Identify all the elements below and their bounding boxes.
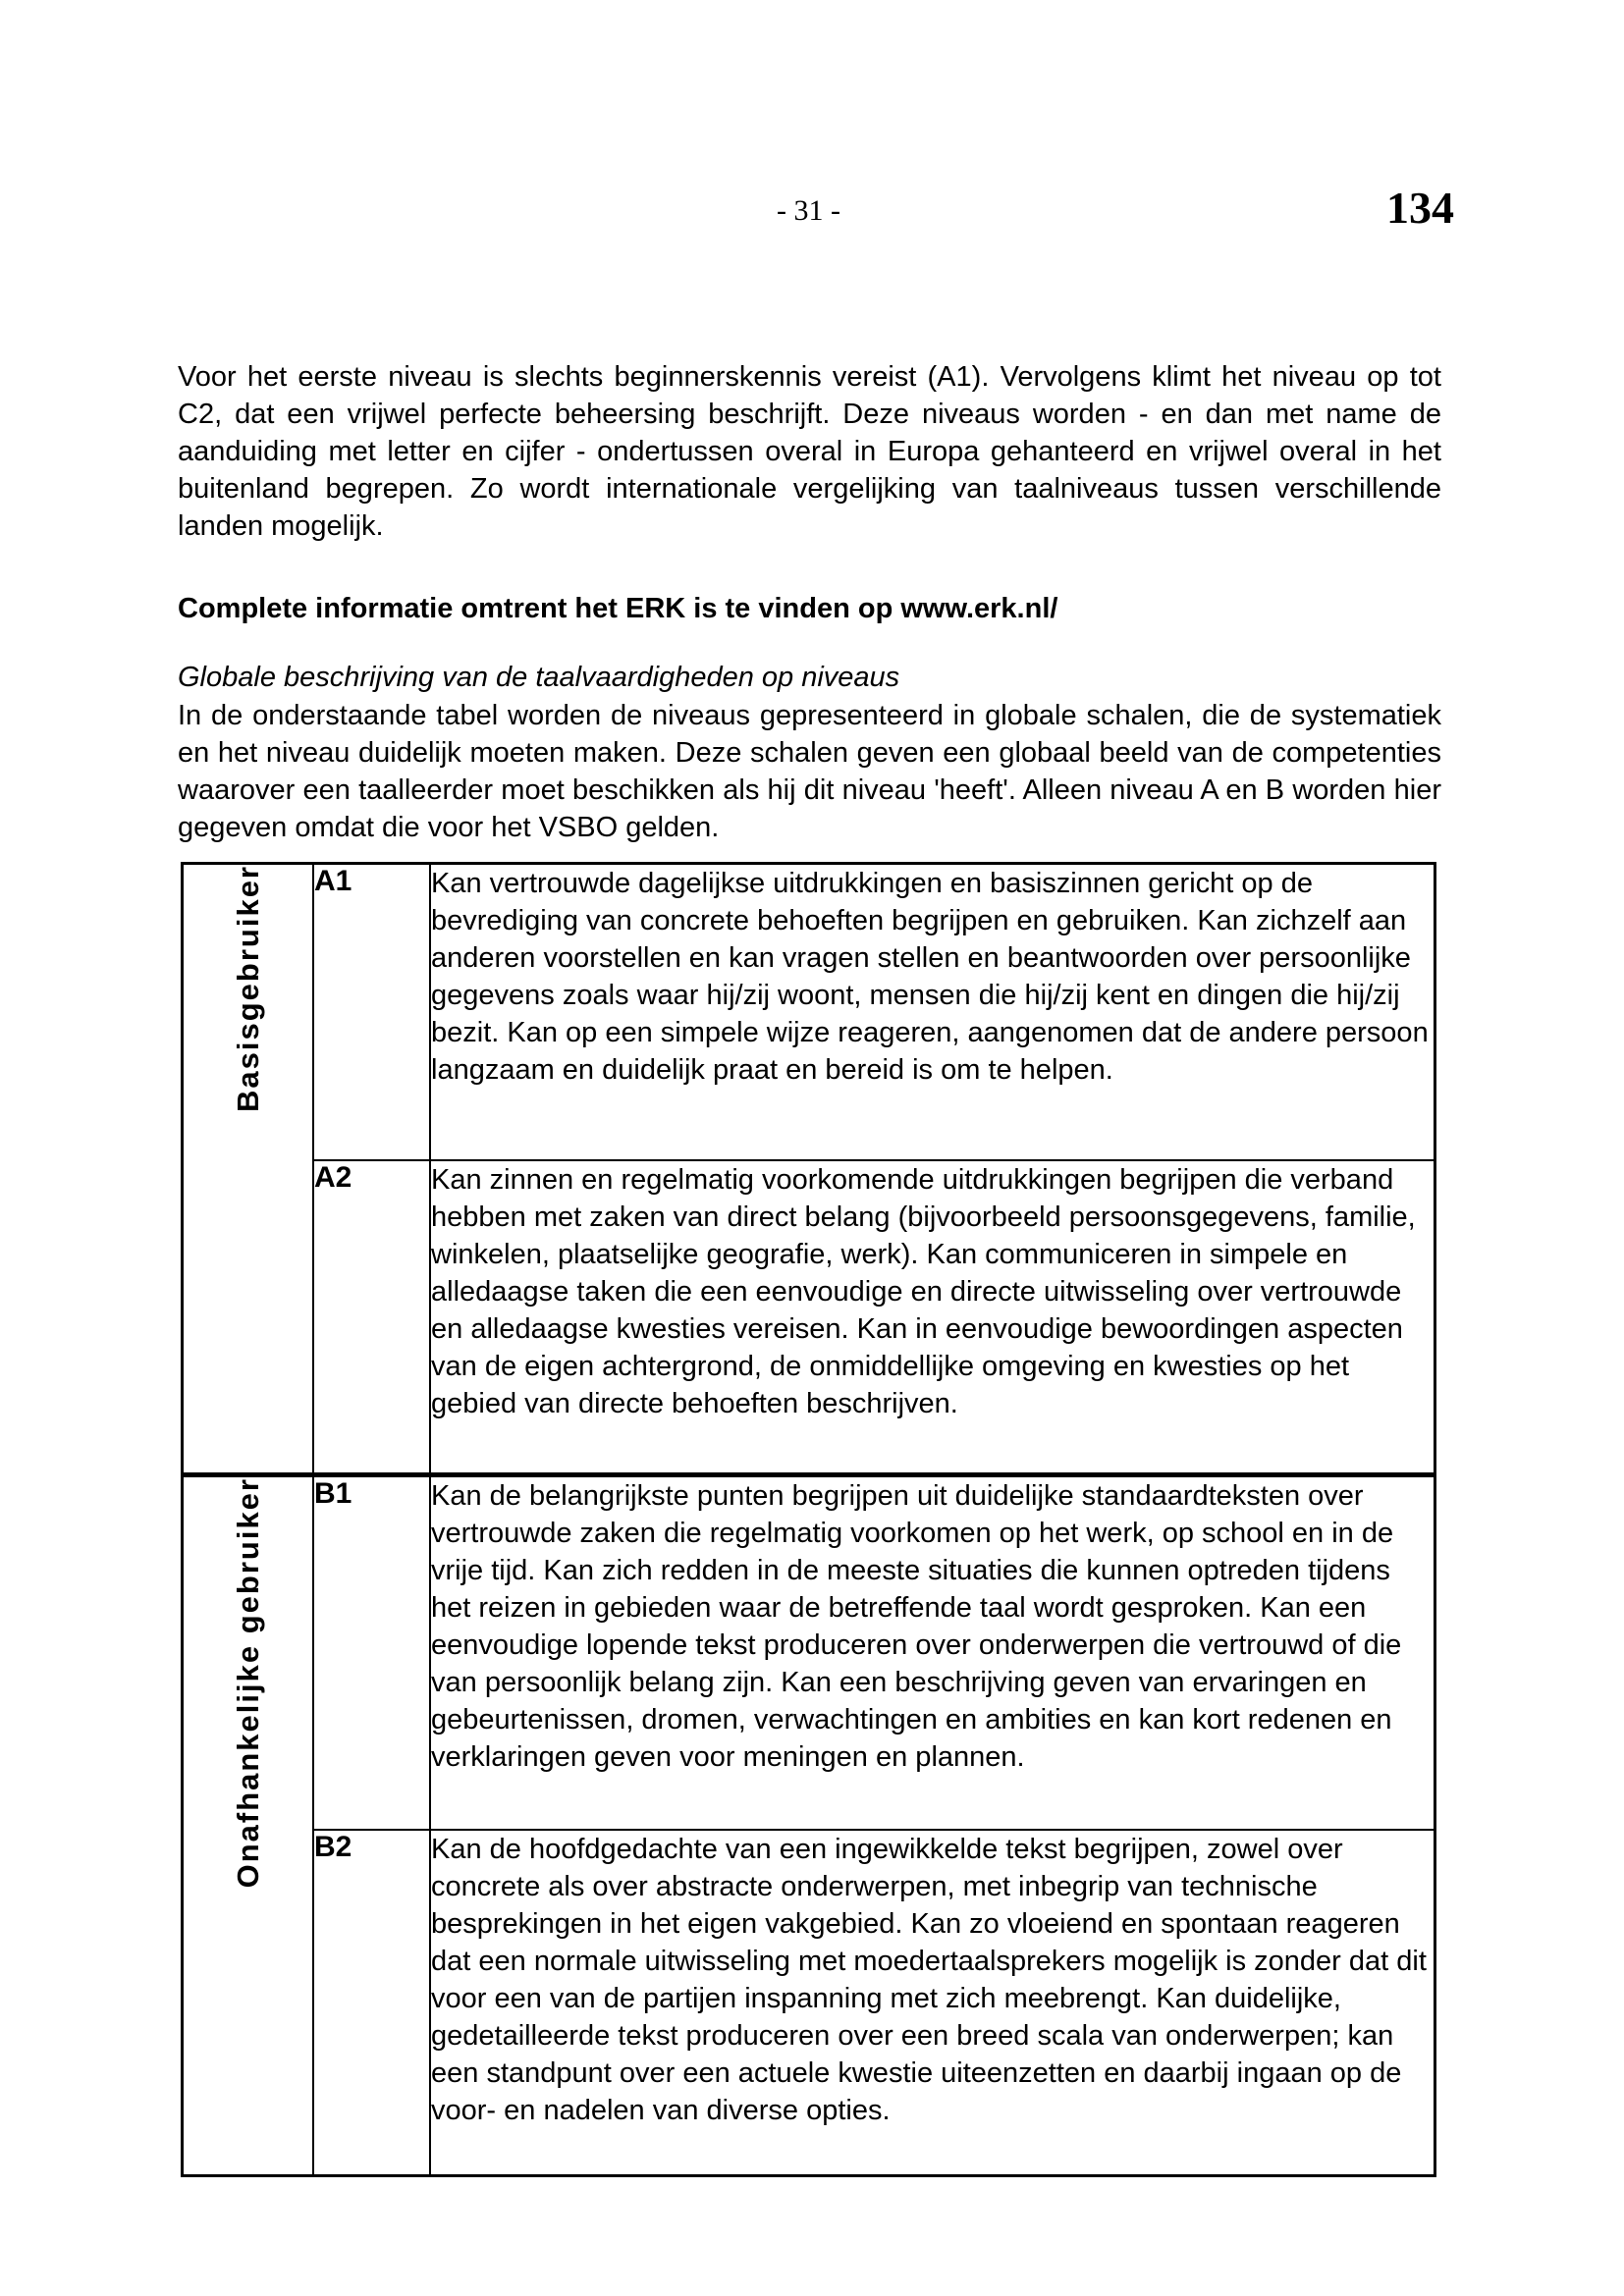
level-code-a1: A1 <box>313 864 430 1161</box>
erk-info-line: Complete informatie omtrent het ERK is te vinden op www.erk.nl/ <box>178 593 1058 624</box>
group-label-cell-onafhankelijke-gebruiker <box>183 1475 314 2176</box>
level-code-b2: B2 <box>313 1830 430 2176</box>
level-description-a2: Kan zinnen en regelmatig voorkomende uitdrukkingen begrijpen die verband hebben met zaken van direct belang (bijvoorbeeld persoonsgegevens, familie, winkelen, plaatselijke geografie, werk). Kan communiceren in simpele en alledaagse taken die een eenvoudige en directe uitwisseling over vertrouwde en alledaagse kwesties vereisen. Kan in eenvoudige bewoordingen aspecten van de eigen achtergrond, de onmiddellijke omgeving en kwesties op het gebied van directe behoeften beschrijven. <box>430 1160 1435 1475</box>
table-row <box>183 864 1435 1161</box>
table-intro-paragraph: In de onderstaande tabel worden de niveaus gepresenteerd in globale schalen, die de systematiek en het niveau duidelijk moeten maken. Deze schalen geven een globaal beeld van de competenties waarover een taalleerder moet beschikken als hij dit niveau 'heeft'. Alleen niveau A en B worden hier gegeven omdat die voor het VSBO gelden. <box>178 700 1441 843</box>
level-description-a1: Kan vertrouwde dagelijkse uitdrukkingen en basiszinnen gericht op de bevrediging van concrete behoeften begrijpen en gebruiken. Kan zichzelf aan anderen voorstellen en kan vragen stellen en beantwoorden over persoonlijke gegevens zoals waar hij/zij woont, mensen die hij/zij kent en dingen die hij/zij bezit. Kan op een simpele wijze reageren, aangenomen dat de andere persoon langzaam en duidelijk praat en bereid is om te helpen. <box>430 864 1435 1161</box>
group-label-cell-basisgebruiker <box>183 864 314 1475</box>
level-code-b1: B1 <box>313 1475 430 1831</box>
level-code-a2: A2 <box>313 1160 430 1475</box>
group-label-onafhankelijke-gebruiker: Onafhankelijke gebruiker <box>230 1477 265 1889</box>
language-levels-table <box>181 862 1436 2177</box>
section-heading: Globale beschrijving van de taalvaardigheden op niveaus <box>178 662 900 693</box>
page-number-center: - 31 - <box>777 194 840 227</box>
level-description-b2: Kan de hoofdgedachte van een ingewikkelde tekst begrijpen, zowel over concrete als over abstracte onderwerpen, met inbegrip van technische besprekingen in het eigen vakgebied. Kan zo vloeiend en spontaan reageren dat een normale uitwisseling met moedertaalsprekers mogelijk is zonder dat dit voor een van de partijen inspanning met zich meebrengt. Kan duidelijke, gedetailleerde tekst produceren over een breed scala van onderwerpen; kan een standpunt over een actuele kwestie uiteenzetten en daarbij ingaan op de voor- en nadelen van diverse opties. <box>430 1830 1435 2176</box>
group-label-basisgebruiker: Basisgebruiker <box>230 865 265 1112</box>
page-number-right: 134 <box>1386 183 1454 233</box>
level-description-b1: Kan de belangrijkste punten begrijpen uit duidelijke standaardteksten over vertrouwde zaken die regelmatig voorkomen op het werk, op school en in de vrije tijd. Kan zich redden in de meeste situaties die kunnen optreden tijdens het reizen in gebieden waar de betreffende taal wordt gesproken. Kan een eenvoudige lopende tekst produceren over onderwerpen die vertrouwd of die van persoonlijk belang zijn. Kan een beschrijving geven van ervaringen en gebeurtenissen, dromen, verwachtingen en ambities en kan kort redenen en verklaringen geven voor meningen en plannen. <box>430 1475 1435 1831</box>
table-row <box>183 1475 1435 1831</box>
table-row <box>183 1830 1435 2176</box>
table-row <box>183 1160 1435 1475</box>
intro-paragraph: Voor het eerste niveau is slechts beginnerskennis vereist (A1). Vervolgens klimt het niveau op tot C2, dat een vrijwel perfecte beheersing beschrijft. Deze niveaus worden - en dan met name de aanduiding met letter en cijfer - ondertussen overal in Europa gehanteerd en vrijwel overal in het buitenland begrepen. Zo wordt internationale vergelijking van taalniveaus tussen verschillende landen mogelijk. <box>178 361 1441 542</box>
